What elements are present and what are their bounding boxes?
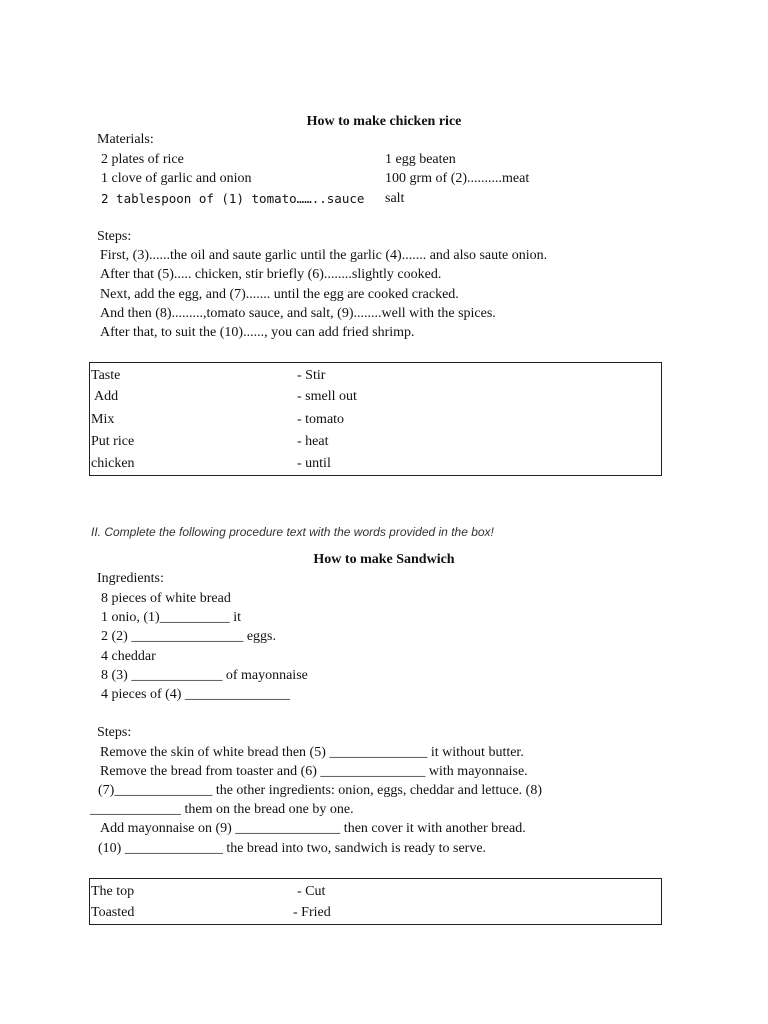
ingredient-item: 1 onio, (1)__________ it: [101, 610, 241, 625]
word-box-item: - heat: [297, 434, 329, 449]
word-box-item: Taste: [91, 368, 121, 383]
material-item: 2 plates of rice: [101, 152, 184, 167]
ingredients-label: Ingredients:: [97, 571, 164, 586]
material-item: 1 egg beaten: [385, 152, 456, 167]
material-item: 100 grm of (2)..........meat: [385, 171, 530, 186]
word-box-item: - Cut: [297, 884, 326, 899]
word-box-item: - Stir: [297, 368, 326, 383]
word-box-sandwich: [89, 878, 662, 925]
recipe-title-sandwich: How to make Sandwich: [313, 552, 455, 567]
step-line: Add mayonnaise on (9) _______________ then cover it with another bread.: [100, 821, 526, 836]
step-line: _____________ them on the bread one by one.: [90, 802, 354, 817]
step-line: After that, to suit the (10)......, you can add fried shrimp.: [100, 325, 415, 340]
word-box-item: - smell out: [297, 389, 357, 404]
word-box-item: - tomato: [297, 412, 345, 427]
step-line: (7)______________ the other ingredients: onion, eggs, cheddar and lettuce. (8): [98, 783, 542, 798]
word-box-item: Mix: [91, 412, 115, 427]
step-line: (10) ______________ the bread into two, sandwich is ready to serve.: [98, 841, 487, 856]
word-box-item: - until: [297, 456, 331, 471]
word-box-item: The top: [91, 884, 135, 899]
material-item: 2 tablespoon of (1) tomato……..sauce: [101, 191, 365, 206]
steps-label: Steps:: [97, 229, 132, 244]
step-line: And then (8).........,tomato sauce, and salt, (9)........well with the spices.: [100, 306, 496, 321]
ingredient-item: 4 cheddar: [101, 649, 156, 664]
step-line: First, (3)......the oil and saute garlic until the garlic (4)....... and also saute onion.: [100, 248, 548, 263]
instruction-text: II. Complete the following procedure text with the words provided in the box!: [91, 525, 494, 539]
step-line: Remove the bread from toaster and (6) _______________ with mayonnaise.: [100, 764, 528, 779]
steps-label: Steps:: [97, 725, 132, 740]
word-box-chicken-rice: [89, 362, 662, 476]
word-box-item: - Fried: [293, 905, 331, 920]
word-box-item: Put rice: [91, 434, 135, 449]
materials-label: Materials:: [97, 132, 154, 147]
ingredient-item: 4 pieces of (4) _______________: [101, 687, 290, 702]
ingredient-item: 2 (2) ________________ eggs.: [101, 629, 276, 644]
word-box-item: Toasted: [91, 905, 135, 920]
material-item: salt: [385, 191, 405, 206]
ingredient-item: 8 (3) _____________ of mayonnaise: [101, 668, 308, 683]
word-box-item: chicken: [91, 456, 135, 471]
step-line: After that (5)..... chicken, stir briefly (6)........slightly cooked.: [100, 267, 442, 282]
ingredient-item: 8 pieces of white bread: [101, 591, 231, 606]
recipe-title-chicken-rice: How to make chicken rice: [306, 114, 462, 129]
step-line: Remove the skin of white bread then (5) ______________ it without butter.: [100, 745, 524, 760]
step-line: Next, add the egg, and (7)....... until the egg are cooked cracked.: [100, 287, 459, 302]
word-box-item: Add: [94, 389, 119, 404]
material-item: 1 clove of garlic and onion: [101, 171, 252, 186]
